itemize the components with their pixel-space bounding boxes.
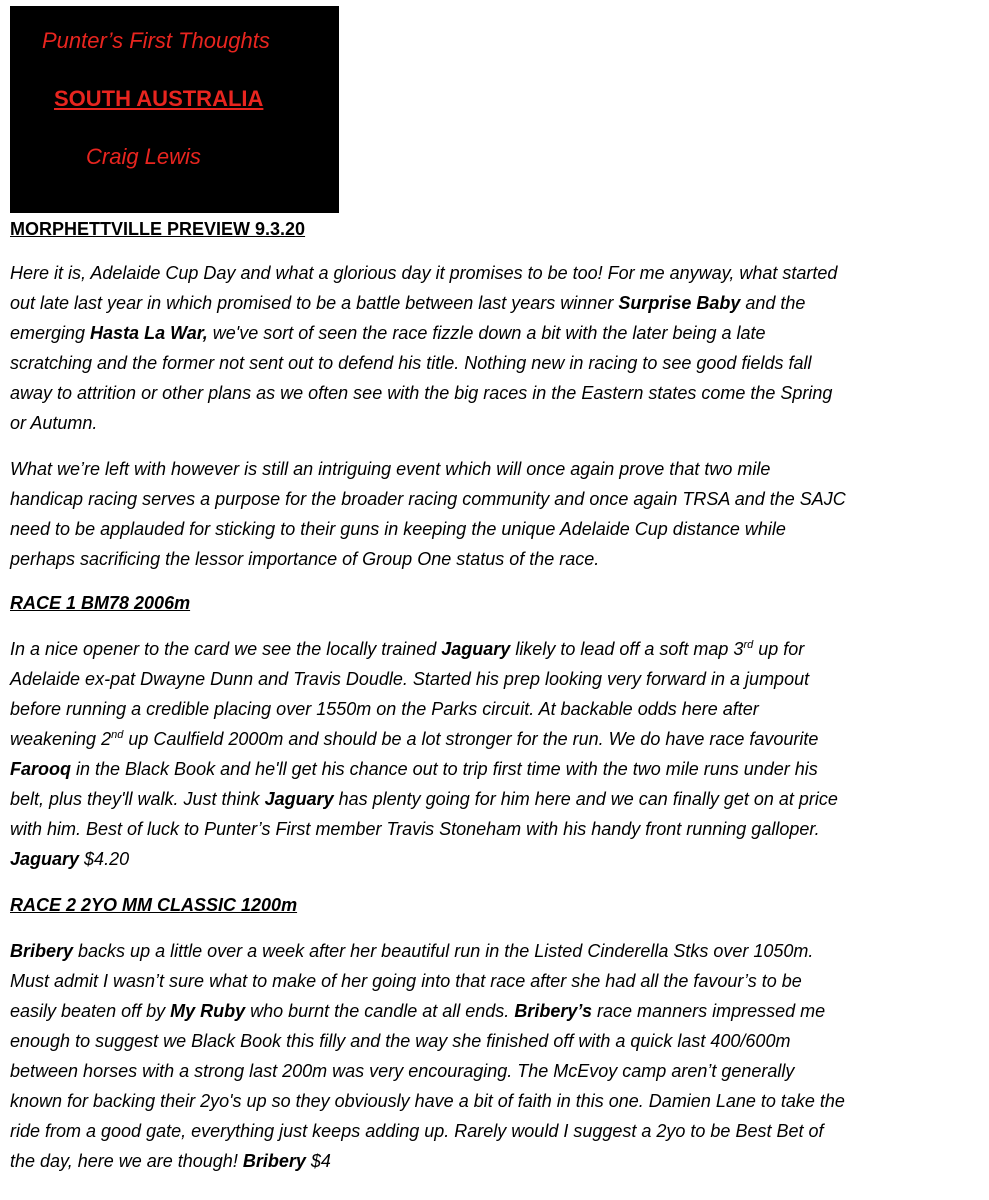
selection-price: $4 [305,1151,331,1171]
horse-name: Bribery [10,941,74,961]
banner-region: SOUTH AUSTRALIA [54,86,264,111]
race-1-paragraph: In a nice opener to the card we see the locally trained Jaguary likely to lead off a soft map 3rd up for Adelaide ex-pat Dwayne Dunn and Travis Doudle. Started his prep looking very forward in a jumpout before running a credible placing over 1550m on the Parks circuit. At backable odds here after weakening 2nd up Caulfield 2000m and should be a lot stronger for the run. We do have race favourite Farooq in the Black Book and he'll get his chance out to trip first time with the two mile runs under his belt, plus they'll walk. Just think Jaguary has plenty going for him here and we can finally get on at price with him. Best of luck to Punter’s First member Travis Stoneham with his handy front running galloper. Jaguary $4.20 [10,639,838,869]
intro-paragraph-2: What we’re left with however is still an intriguing event which will once again prove that two mile handicap racing serves a purpose for the broader racing community and once again TRSA and the SAJC need to be applauded for sticking to their guns in keeping the unique Adelaide Cup distance while perhaps sacrificing the lessor importance of Group One status of the race. [10,459,846,569]
horse-name: Hasta La War, [90,323,208,343]
horse-name: Bribery’s [514,1001,593,1021]
horse-name: Jaguary [441,639,511,659]
article-title: MORPHETTVILLE PREVIEW 9.3.20 [10,219,306,239]
horse-name: My Ruby [170,1001,246,1021]
banner-author: Craig Lewis [86,144,201,169]
intro-paragraph-1: Here it is, Adelaide Cup Day and what a glorious day it promises to be too! For me anyway, what started out late last year in which promised to be a battle between last years winner Surprise Baby and the emerging Hasta La War, we've sort of seen the race fizzle down a bit with the later being a late scratching and the former not sent out to defend his title. Nothing new in racing to see good fields fall away to attrition or other plans as we often see with the big races in the Eastern states come the Spring or Autumn. [10,263,838,433]
selection-horse: Bribery [242,1151,306,1171]
race-2-paragraph: Bribery backs up a little over a week after her beautiful run in the Listed Cinderella Stks over 1050m. Must admit I wasn’t sure what to make of her going into that race after she had all the favour’s to be easily beaten off by My Ruby who burnt the candle at all ends. Bribery’s race manners impressed me enough to suggest we Black Book this filly and the way she finished off with a quick last 400/600m between horses with a strong last 200m was very encouraging. The McEvoy camp aren’t generally known for backing their 2yo's up so they obviously have a bit of faith in this one. Damien Lane to take the ride from a good gate, everything just keeps adding up. Rarely would I suggest a 2yo to be Best Bet of the day, here we are though! Bribery $4 [10,941,845,1171]
banner-title: Punter’s First Thoughts [42,28,270,53]
horse-name: Jaguary [264,789,334,809]
article [10,214,986,1176]
selection-price: $4.20 [79,849,130,869]
selection-horse: Jaguary [10,849,80,869]
horse-name: Surprise Baby [618,293,741,313]
race-1-heading: RACE 1 BM78 2006m [10,593,191,613]
race-2-heading: RACE 2 2YO MM CLASSIC 1200m [10,895,298,915]
horse-name: Farooq [10,759,71,779]
title-banner [10,6,339,213]
